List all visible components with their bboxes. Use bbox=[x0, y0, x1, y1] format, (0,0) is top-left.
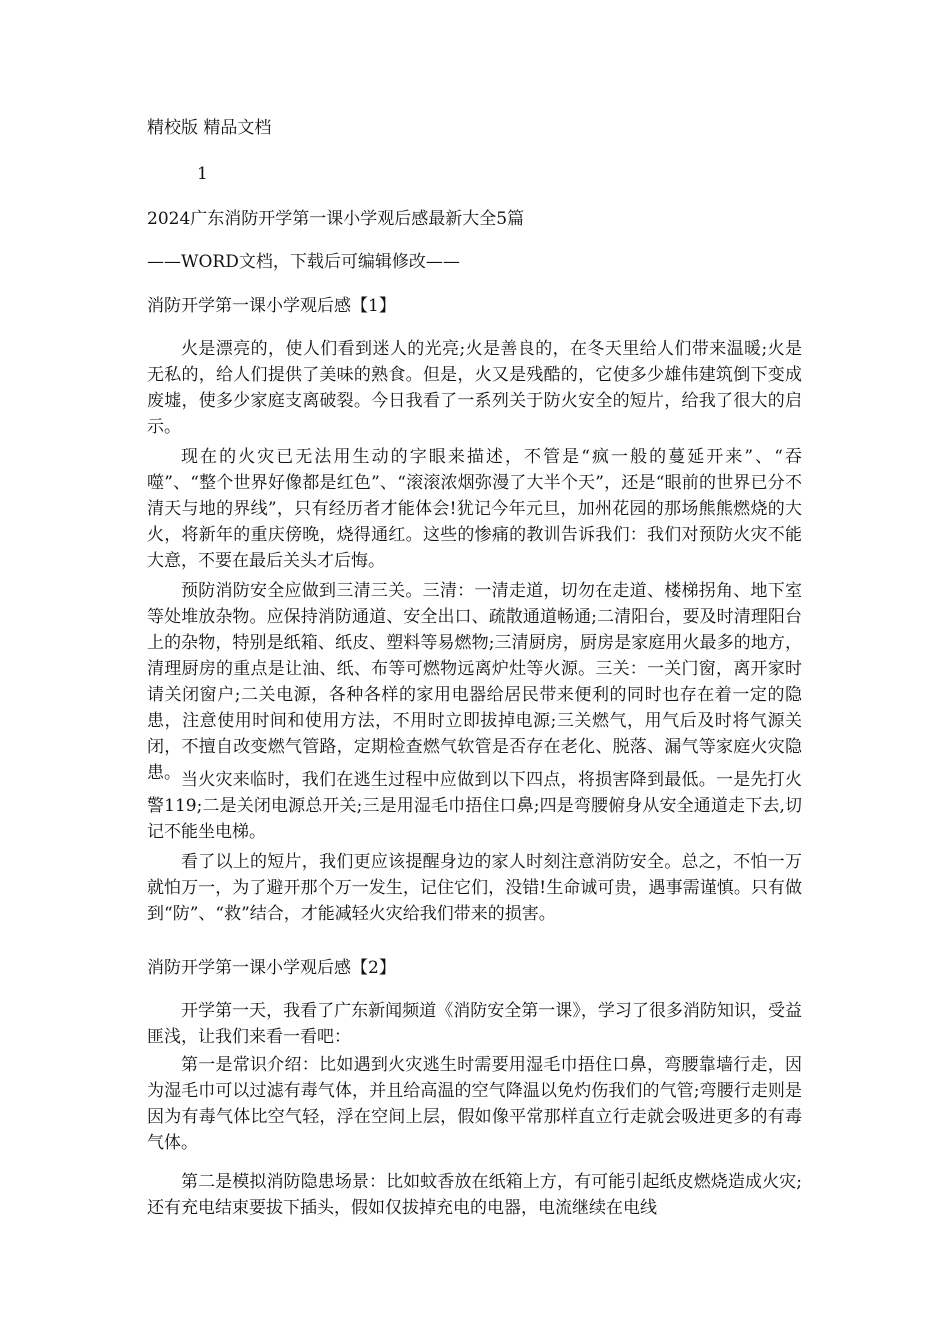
paragraph: 开学第一天，我看了广东新闻频道《消防安全第一课》，学习了很多消防知识，受益匪浅，让我们来看一看吧： bbox=[147, 1001, 802, 1047]
document-subtitle: ——WORD文档，下载后可编辑修改—— bbox=[147, 252, 460, 272]
document-title: 2024广东消防开学第一课小学观后感最新大全5篇 bbox=[147, 209, 525, 229]
paragraph: 预防消防安全应做到三清三关。三清：一清走道，切勿在走道、楼梯拐角、地下室等处堆放杂物。应保持消防通道、安全出口、疏散通道畅通;二清阳台，要及时清理阳台上的杂物，特别是纸箱、纸皮、塑料等易燃物;三清厨房，厨房是家庭用火最多的地方，清理厨房的重点是让油、纸、布等可燃物远离炉灶等火源。三关：一关门窗，离开家时请关闭窗户;二关电源，各种各样的家用电器给居民带来便利的同时也存在着一定的隐患，注意使用时间和使用方法，不用时立即拔掉电源;三关燃气，用气后及时将气源关闭，不擅自改变燃气管路，定期检查燃气软管是否存在老化、脱落、漏气等家庭火灾隐患。 bbox=[147, 581, 802, 783]
header-label: 精校版 精品文档 bbox=[147, 118, 272, 138]
paragraph: 看了以上的短片，我们更应该提醒身边的家人时刻注意消防安全。总之，不怕一万就怕万一，为了避开那个万一发生，记住它们，没错!生命诚可贵，遇事需谨慎。只有做到“防”、“救”结合，才能减轻火灾给我们带来的损害。 bbox=[147, 852, 802, 924]
section-heading-2: 消防开学第一课小学观后感【2】 bbox=[147, 958, 396, 978]
paragraph: 第一是常识介绍：比如遇到火灾逃生时需要用湿毛巾捂住口鼻，弯腰靠墙行走，因为湿毛巾可以过滤有毒气体，并且给高温的空气降温以免灼伤我们的气管;弯腰行走则是因为有毒气体比空气轻，浮在空间上层，假如像平常那样直立行走就会吸进更多的有毒气体。 bbox=[147, 1055, 802, 1153]
paragraph: 现在的火灾已无法用生动的字眼来描述，不管是“疯一般的蔓延开来”、“吞噬”、“整个世界好像都是红色”、“滚滚浓烟弥漫了大半个天”，还是“眼前的世界已分不清天与地的界线”，只有经历者才能体会!犹记今年元旦，加州花园的那场熊熊燃烧的大火，将新年的重庆傍晚，烧得通红。这些的惨痛的教训告诉我们：我们对预防火灾不能大意，不要在最后关头才后悔。 bbox=[147, 447, 802, 571]
page-number: 1 bbox=[197, 164, 208, 184]
paragraph: 火是漂亮的，使人们看到迷人的光亮;火是善良的，在冬天里给人们带来温暖;火是无私的，给人们提供了美味的熟食。但是，火又是残酷的，它使多少雄伟建筑倒下变成废墟，使多少家庭支离破裂。今日我看了一系列关于防火安全的短片，给我了很大的启示。 bbox=[147, 339, 802, 437]
section-heading-1: 消防开学第一课小学观后感【1】 bbox=[147, 296, 396, 316]
paragraph: 当火灾来临时，我们在逃生过程中应做到以下四点，将损害降到最低。一是先打火警119;二是关闭电源总开关;三是用湿毛巾捂住口鼻;四是弯腰俯身从安全通道走下去,切记不能坐电梯。 bbox=[147, 770, 802, 842]
paragraph: 第二是模拟消防隐患场景：比如蚊香放在纸箱上方，有可能引起纸皮燃烧造成火灾;还有充电结束要拔下插头，假如仅拔掉充电的电器，电流继续在电线 bbox=[147, 1172, 802, 1218]
